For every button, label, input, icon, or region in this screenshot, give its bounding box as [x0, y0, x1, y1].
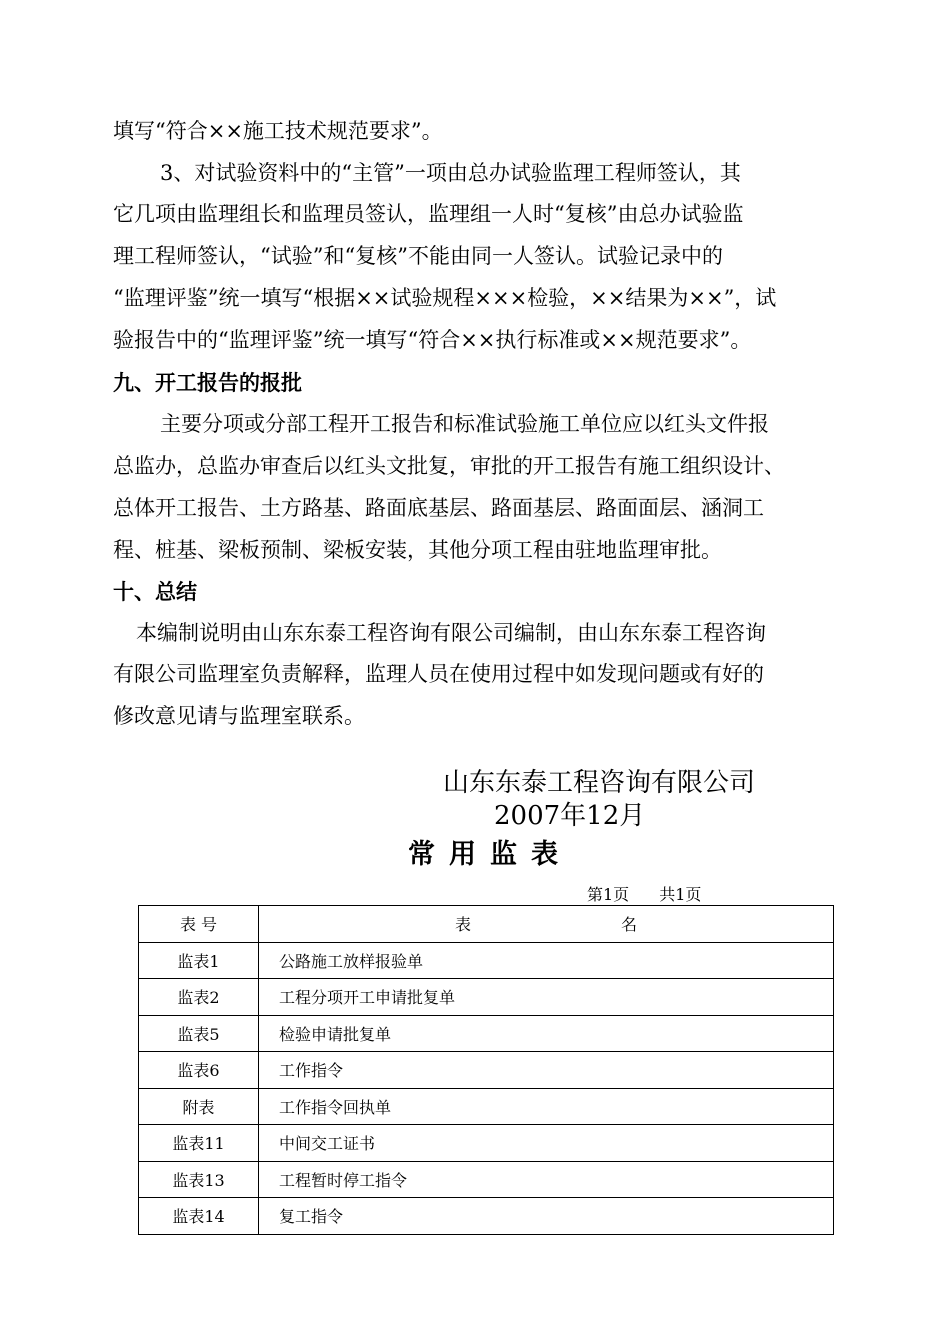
table-row — [139, 1125, 834, 1162]
form-code: 附表 — [139, 1088, 259, 1125]
form-name: 工程分项开工申请批复单 — [259, 979, 834, 1016]
table-row — [139, 1198, 834, 1235]
form-name: 中间交工证书 — [259, 1125, 834, 1162]
form-code: 监表13 — [139, 1161, 259, 1198]
page-current: 第1页 — [587, 885, 630, 904]
table-row — [139, 979, 834, 1016]
paragraph-line: 3、对试验资料中的“主管”一项由总办试验监理工程师签认，其 — [160, 161, 741, 185]
header-code: 表 号 — [139, 906, 259, 943]
paragraph-line: 它几项由监理组长和监理员签认，监理组一人时“复核”由总办试验监 — [113, 202, 744, 226]
form-code: 监表11 — [139, 1125, 259, 1162]
form-code: 监表6 — [139, 1052, 259, 1089]
table-row — [139, 1052, 834, 1089]
paragraph-line: 填写“符合××施工技术规范要求”。 — [113, 119, 443, 143]
paragraph-line: 有限公司监理室负责解释，监理人员在使用过程中如发现问题或有好的 — [113, 662, 764, 686]
page-info — [587, 882, 701, 905]
form-code: 监表2 — [139, 979, 259, 1016]
paragraph-line: 验报告中的“监理评鉴”统一填写“符合××执行标准或××规范要求”。 — [113, 328, 752, 352]
form-code: 监表5 — [139, 1015, 259, 1052]
form-name: 工作指令 — [259, 1052, 834, 1089]
form-name: 工程暂时停工指令 — [259, 1161, 834, 1198]
paragraph-line: 理工程师签认，“试验”和“复核”不能由同一人签认。试验记录中的 — [113, 244, 723, 268]
paragraph-line: 主要分项或分部工程开工报告和标准试验施工单位应以红头文件报 — [160, 412, 769, 436]
form-name: 复工指令 — [259, 1198, 834, 1235]
paragraph-line: 程、桩基、梁板预制、梁板安装，其他分项工程由驻地监理审批。 — [113, 538, 722, 562]
paragraph-line: 总体开工报告、土方路基、路面底基层、路面基层、路面面层、涵洞工 — [113, 496, 764, 520]
table-header-row — [139, 906, 834, 943]
table-row — [139, 1088, 834, 1125]
table-row — [139, 942, 834, 979]
section-heading-9: 九、开工报告的报批 — [113, 371, 302, 395]
signature-company: 山东东泰工程咨询有限公司 — [443, 768, 756, 798]
signature-date: 2007年12月 — [494, 801, 646, 831]
page-total: 共1页 — [659, 885, 702, 904]
paragraph-line: 修改意见请与监理室联系。 — [113, 704, 365, 728]
paragraph-line: “监理评鉴”统一填写“根据××试验规程×××检验，××结果为××”，试 — [113, 286, 777, 310]
forms-table — [138, 905, 834, 1235]
form-code: 监表14 — [139, 1198, 259, 1235]
form-name: 检验申请批复单 — [259, 1015, 834, 1052]
paragraph-line: 本编制说明由山东东泰工程咨询有限公司编制，由山东东泰工程咨询 — [136, 621, 766, 645]
form-code: 监表1 — [139, 942, 259, 979]
table-row — [139, 1015, 834, 1052]
paragraph-line: 总监办，总监办审查后以红头文批复，审批的开工报告有施工组织设计、 — [113, 454, 785, 478]
form-name: 工作指令回执单 — [259, 1088, 834, 1125]
forms-title: 常用监表 — [408, 839, 572, 870]
table-row — [139, 1161, 834, 1198]
header-name-char-2: 名 — [621, 915, 638, 935]
header-name — [259, 906, 834, 943]
header-name-char-1: 表 — [454, 915, 471, 935]
form-name: 公路施工放样报验单 — [259, 942, 834, 979]
section-heading-10: 十、总结 — [113, 580, 197, 604]
